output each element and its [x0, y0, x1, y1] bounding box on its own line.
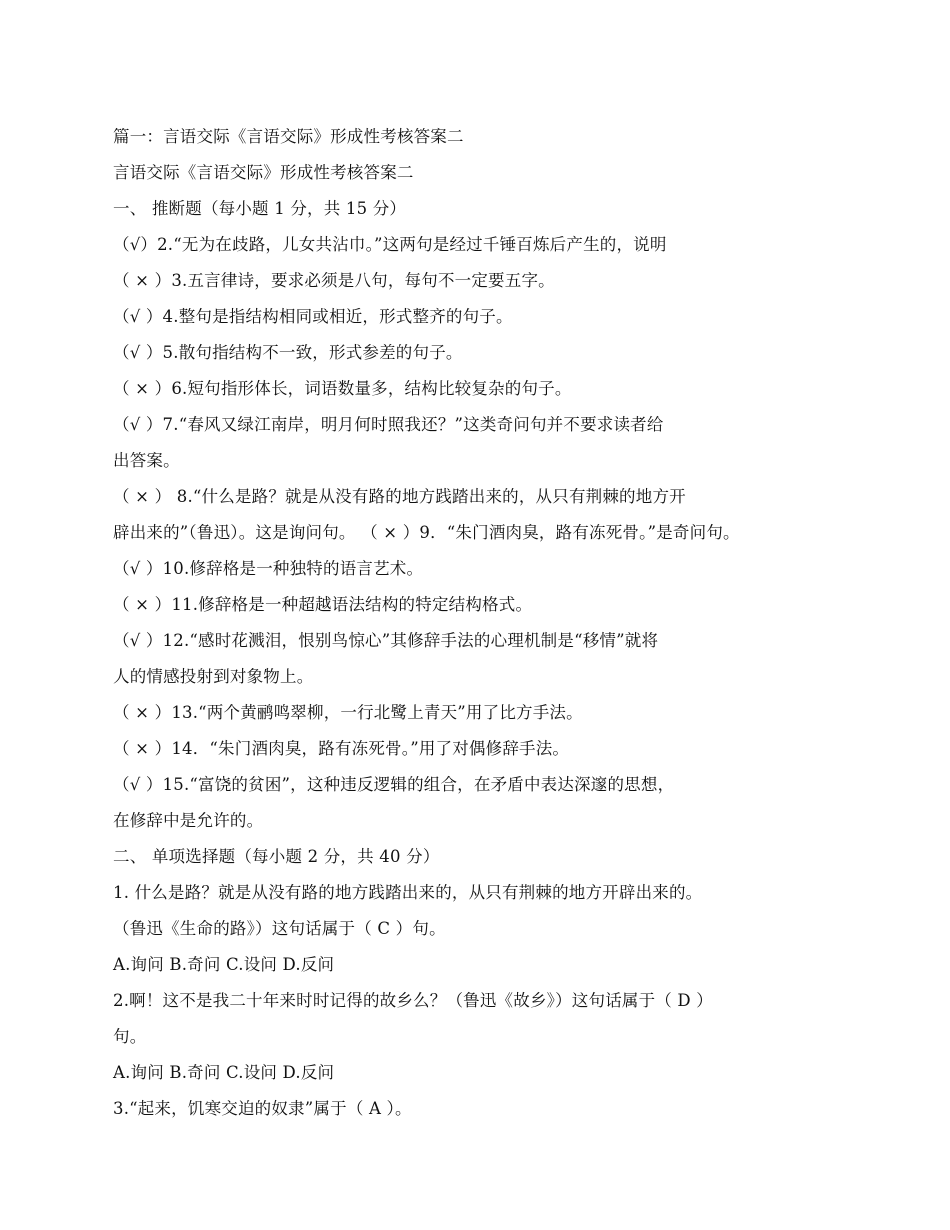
question-line: 辟出来的”（鲁迅）。这是询问句。 （ × ）9．“朱门酒肉臭，路有冻死骨。”是奇问句。: [113, 523, 740, 542]
question-line: 3.“起来，饥寒交迫的奴隶”属于（ A ）。: [113, 1099, 412, 1118]
section-heading-judgement: 一、 推断题（每小题 1 分，共 15 分）: [113, 199, 407, 218]
question-line: （ × ）3.五言律诗，要求必须是八句，每句不一定要五字。: [113, 271, 555, 290]
question-line: （√ ）10.修辞格是一种独特的语言艺术。: [113, 559, 424, 578]
question-line: （√）2.“无为在歧路，儿女共沾巾。”这两句是经过千锤百炼后产生的，说明: [113, 235, 667, 254]
doc-title: 篇一：言语交际《言语交际》形成性考核答案二: [113, 127, 464, 146]
question-line: （√ ）5.散句指结构不一致，形式参差的句子。: [113, 343, 463, 362]
question-line: 2.啊！这不是我二十年来时时记得的故乡么？（鲁迅《故乡》）这句话属于（ D ）: [113, 991, 714, 1010]
question-line: 人的情感投射到对象物上。: [113, 667, 314, 686]
question-line: （ × ）14．“朱门酒肉臭，路有冻死骨。”用了对偶修辞手法。: [113, 739, 570, 758]
question-line: （√ ）15.“富饶的贫困”，这种违反逻辑的组合，在矛盾中表达深邃的思想，: [113, 775, 675, 794]
doc-subtitle: 言语交际《言语交际》形成性考核答案二: [113, 163, 414, 182]
question-line: 句。: [113, 1027, 147, 1046]
question-line: （√ ）4.整句是指结构相同或相近，形式整齐的句子。: [113, 307, 513, 326]
section-heading-single-choice: 二、 单项选择题（每小题 2 分，共 40 分）: [113, 847, 440, 866]
question-line: （ × ）6.短句指形体长，词语数量多，结构比较复杂的句子。: [113, 379, 572, 398]
answer-options: A.询问 B.奇问 C.设问 D.反问: [113, 955, 335, 974]
question-line: （√ ）12.“感时花溅泪，恨别鸟惊心”其修辞手法的心理机制是“移情”就将: [113, 631, 659, 650]
question-line: 出答案。: [113, 451, 180, 470]
question-line: （鲁迅《生命的路》）这句话属于（ C ）句。: [113, 919, 446, 938]
question-line: 1. 什么是路？就是从没有路的地方践踏出来的，从只有荆棘的地方开辟出来的。: [113, 883, 703, 902]
question-line: （ × ）11.修辞格是一种超越语法结构的特定结构格式。: [113, 595, 533, 614]
question-line: 在修辞中是允许的。: [113, 811, 264, 830]
question-line: （ × ）13.“两个黄鹂鸣翠柳，一行北鹭上青天”用了比方手法。: [113, 703, 583, 722]
question-line: （√ ）7.“春风又绿江南岸，明月何时照我还？”这类奇问句并不要求读者给: [113, 415, 664, 434]
question-line: （ × ） 8.“什么是路？就是从没有路的地方践踏出来的，从只有荆棘的地方开: [113, 487, 686, 506]
answer-options: A.询问 B.奇问 C.设问 D.反问: [113, 1063, 335, 1082]
